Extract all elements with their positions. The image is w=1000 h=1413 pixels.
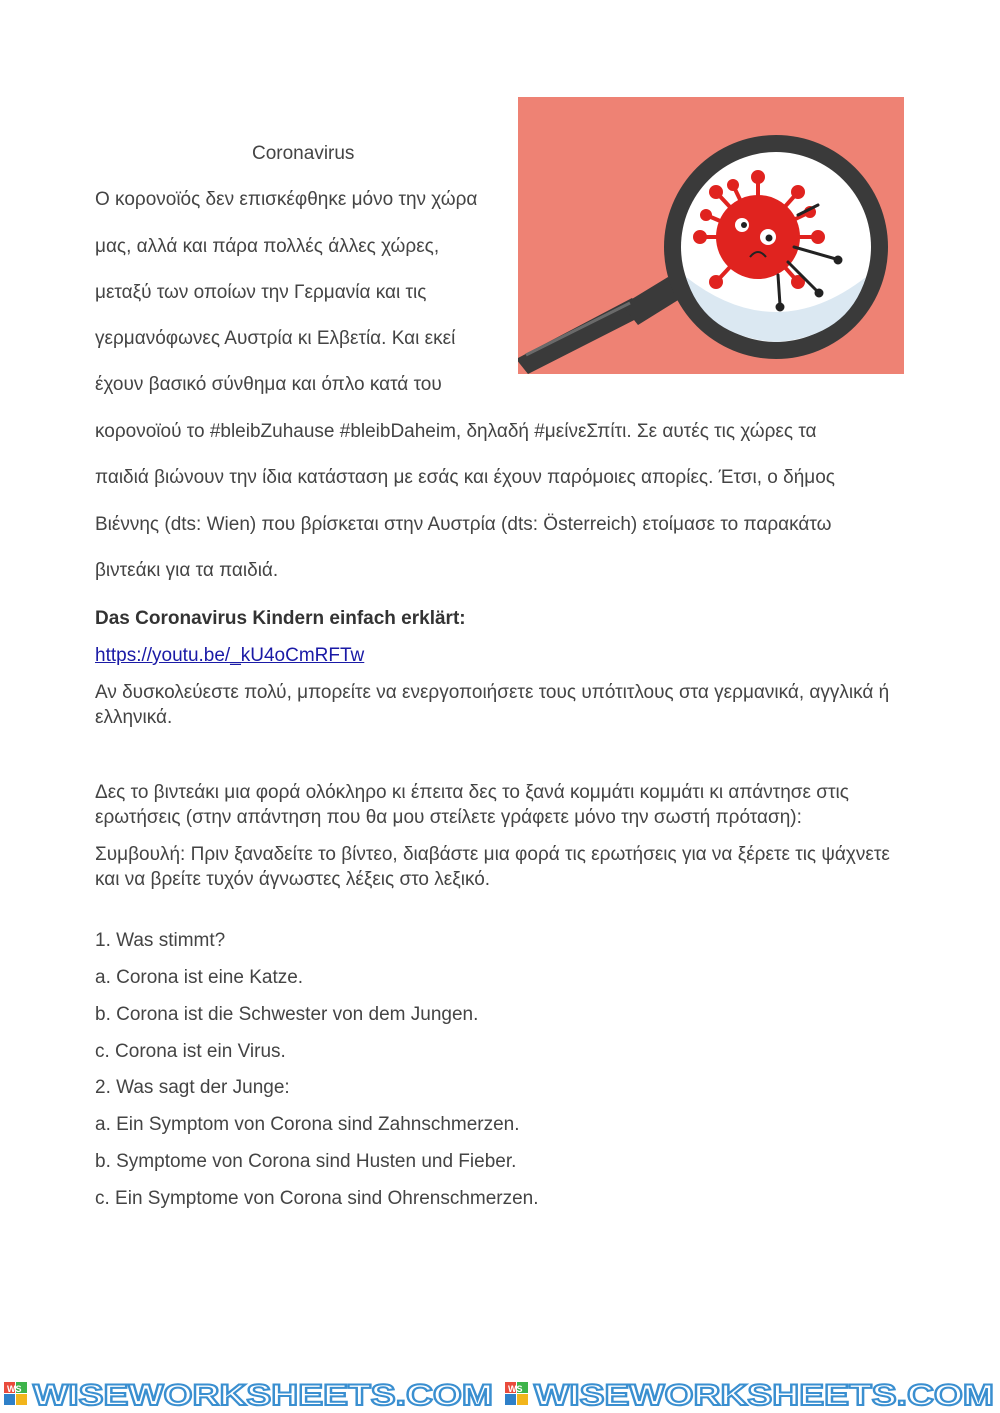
question-1: 1. Was stimmt? xyxy=(95,930,226,951)
wiseworksheets-logo-icon xyxy=(4,1382,27,1405)
intro-line: μας, αλλά και πάρα πολλές άλλες χώρες, xyxy=(95,236,440,257)
question-2: 2. Was sagt der Junge: xyxy=(95,1077,290,1098)
video-heading: Das Coronavirus Kindern einfach erklärt: xyxy=(95,608,466,629)
answer-option: c. Ein Symptome von Corona sind Ohrenschmerzen. xyxy=(95,1188,539,1209)
intro-line: μεταξύ των οποίων την Γερμανία και τις xyxy=(95,282,427,303)
intro-line: βιντεάκι για τα παιδιά. xyxy=(95,560,279,581)
svg-text:WS: WS xyxy=(7,1384,22,1394)
footer-brand-text: WISEWORKSHEETS.COM xyxy=(534,1379,994,1412)
footer-brand-text: WISEWORKSHEETS.COM xyxy=(33,1379,493,1412)
answer-option: a. Corona ist eine Katze. xyxy=(95,967,304,988)
answer-option: a. Ein Symptom von Corona sind Zahnschmerzen. xyxy=(95,1114,520,1135)
tip-text: Συμβουλή: Πριν ξαναδείτε το βίντεο, διαβάστε μια φορά τις ερωτήσεις για να ξέρετε τις ψάχνετε και να βρείτε τυχόν άγνωστες λέξεις στο λεξικό. xyxy=(95,844,890,890)
intro-line: γερμανόφωνες Αυστρία κι Ελβετία. Και εκεί xyxy=(95,328,456,349)
intro-line: παιδιά βιώνουν την ίδια κατάσταση με εσάς και έχουν παρόμοιες απορίες. Έτσι, ο δήμος xyxy=(95,467,835,488)
page-title: Coronavirus xyxy=(252,143,355,164)
wiseworksheets-footer xyxy=(0,1374,1000,1413)
answer-option: b. Corona ist die Schwester von dem Jungen. xyxy=(95,1004,479,1025)
intro-line: κορονοϊού το #bleibZuhause #bleibDaheim, δηλαδή #μείνεΣπίτι. Σε αυτές τις χώρες τα xyxy=(95,421,817,442)
instruction-text: Δες το βιντεάκι μια φορά ολόκληρο κι έπειτα δες το ξανά κομμάτι κομμάτι κι απάντησε στις ερωτήσεις (στην απάντηση που θα μου στείλετε γράφετε μόνο την σωστή πρόταση): xyxy=(95,782,849,828)
subtitle-note: Αν δυσκολεύεστε πολύ, μπορείτε να ενεργοποιήσετε τους υπότιτλους στα γερμανικά, αγγλικά ή ελληνικά. xyxy=(95,682,890,728)
intro-line: Ο κορονοϊός δεν επισκέφθηκε μόνο την χώρα xyxy=(95,189,478,210)
answer-option: c. Corona ist ein Virus. xyxy=(95,1041,286,1062)
intro-line: Βιέννης (dts: Wien) που βρίσκεται στην Αυστρία (dts: Österreich) ετοίμασε το παρακάτω xyxy=(95,514,832,535)
wiseworksheets-logo-icon xyxy=(505,1382,528,1405)
coronavirus-magnifier-illustration xyxy=(518,97,904,374)
answer-option: b. Symptome von Corona sind Husten und Fieber. xyxy=(95,1151,517,1172)
svg-text:WS: WS xyxy=(508,1384,523,1394)
intro-line: έχουν βασικό σύνθημα και όπλο κατά του xyxy=(95,374,442,395)
video-link[interactable]: https://youtu.be/_kU4oCmRFTw xyxy=(95,645,365,666)
